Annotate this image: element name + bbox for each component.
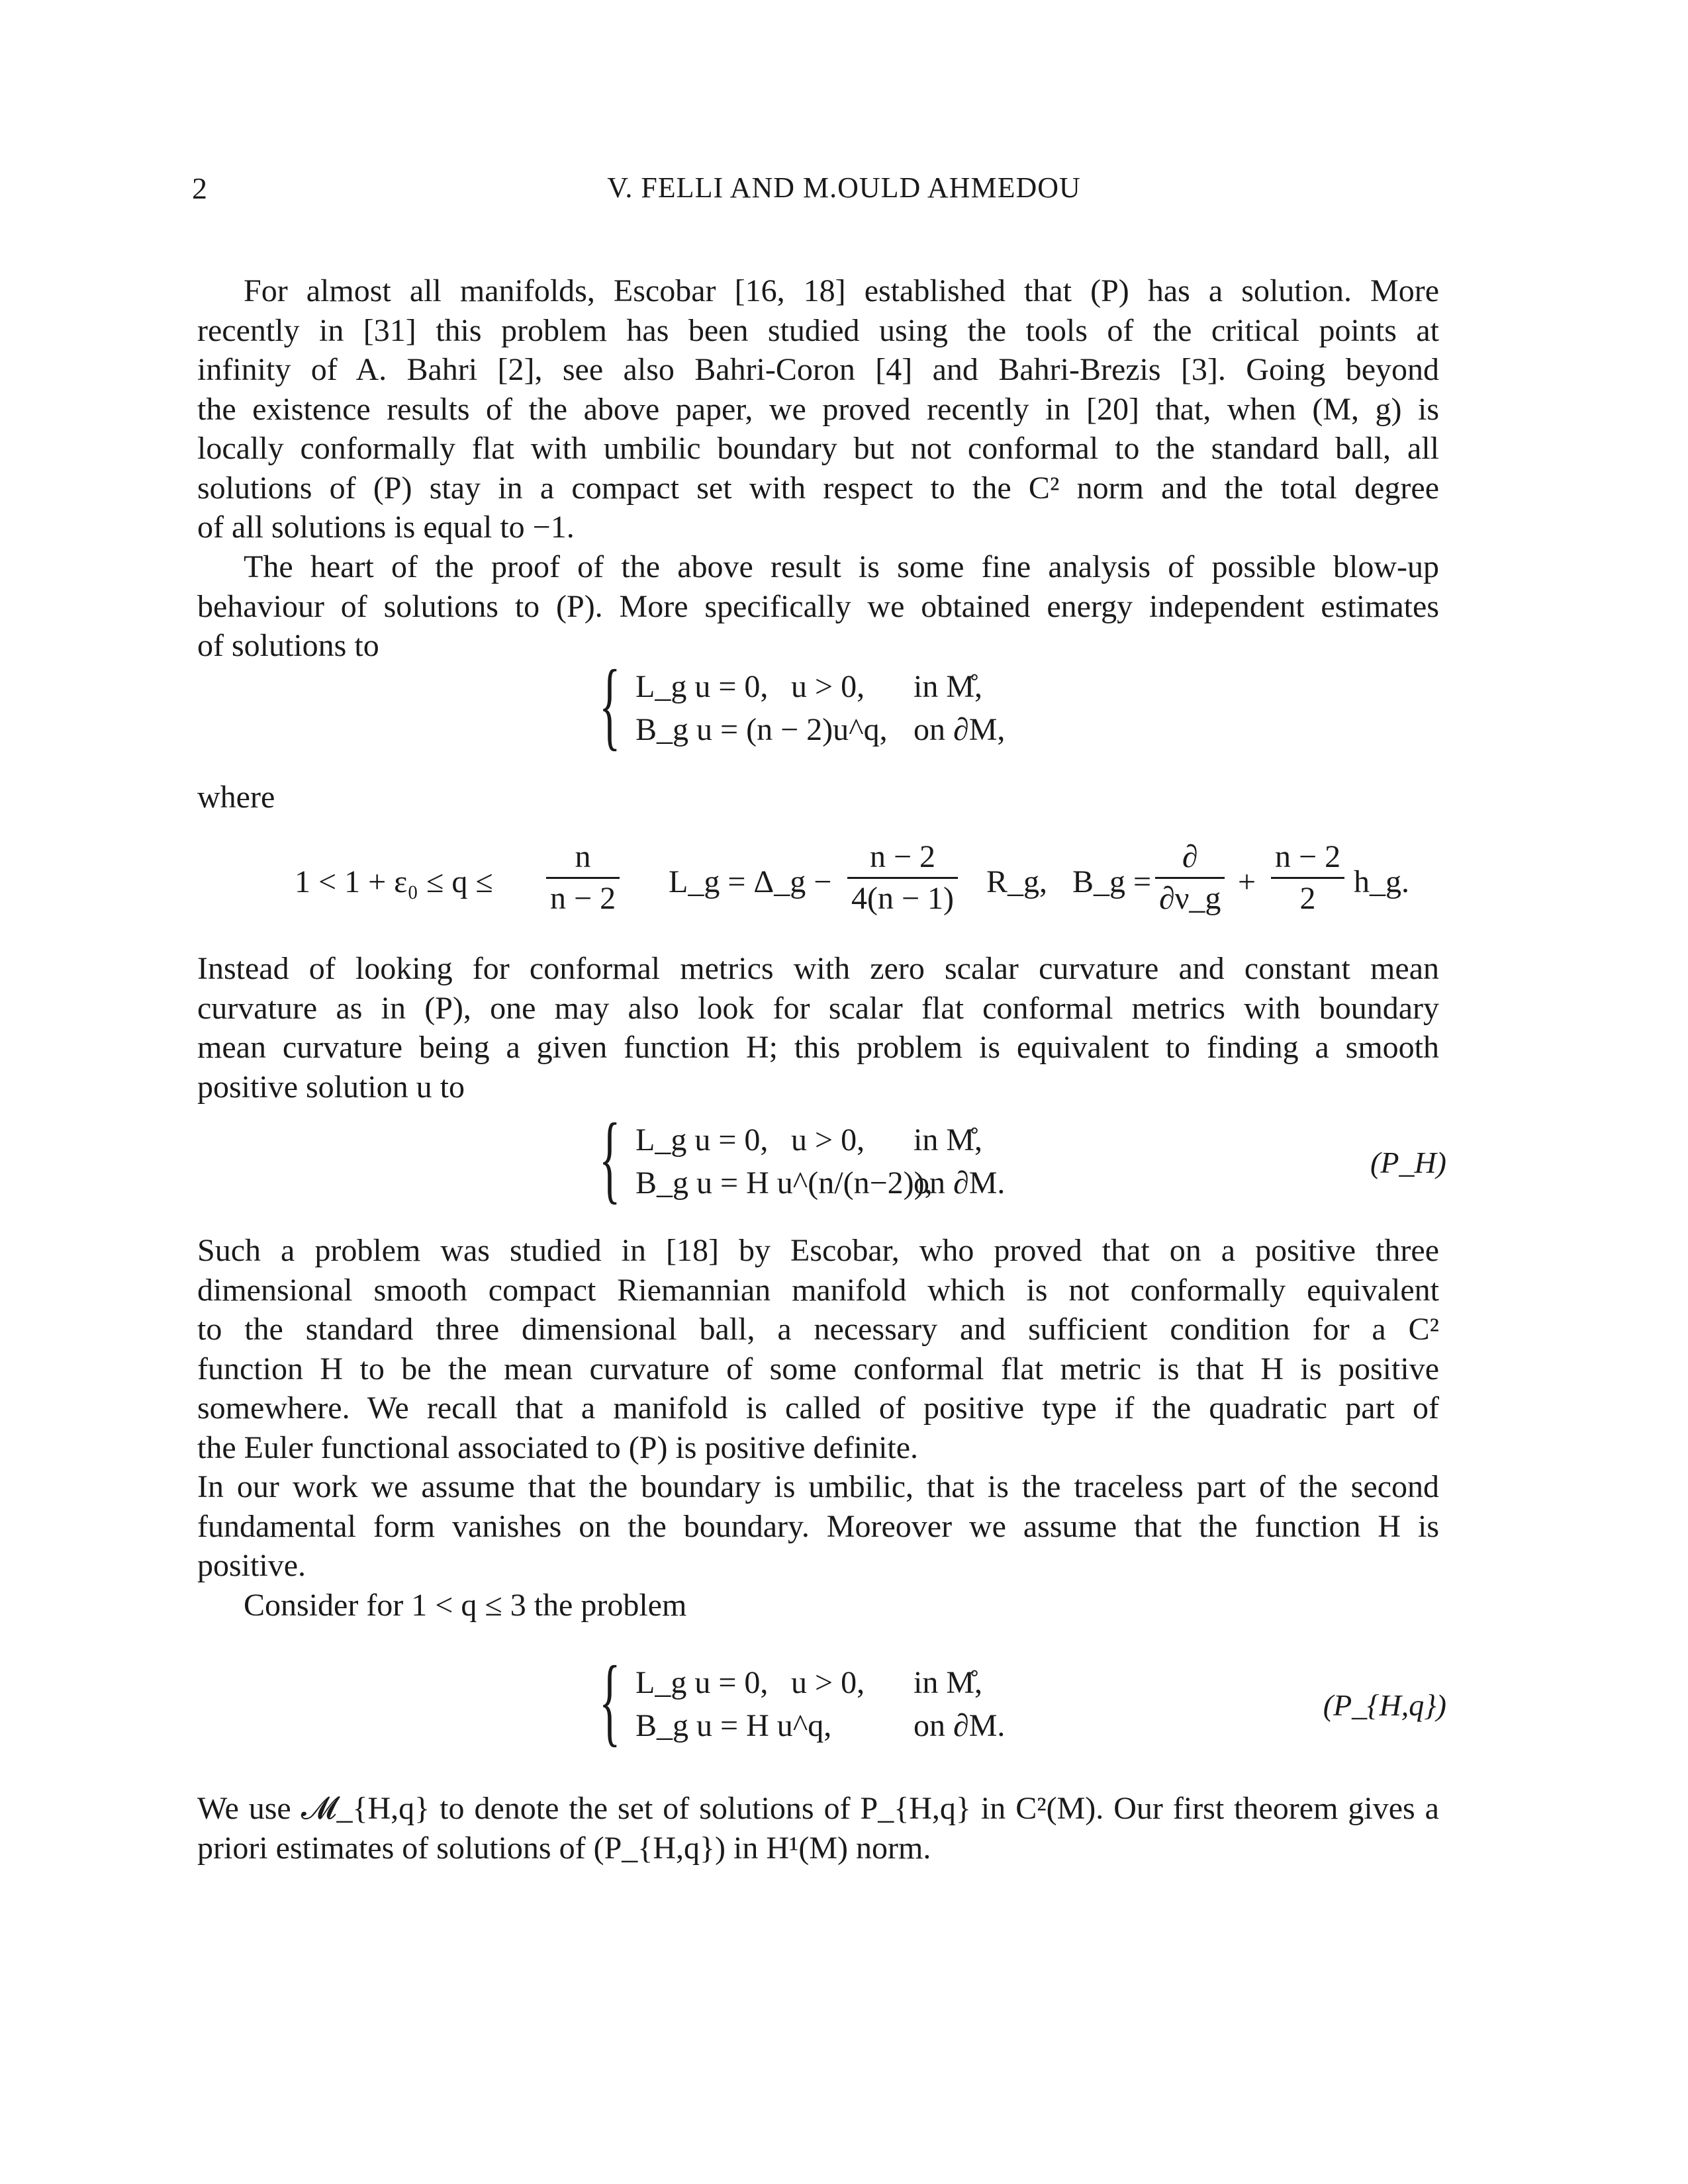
math-expression: on ∂M.	[914, 1708, 1006, 1743]
fraction-denominator: ∂ν_g	[1159, 881, 1221, 916]
text-line: positive solution u to	[197, 1069, 465, 1105]
paragraph-5	[197, 1467, 1439, 1586]
math-expression: in M̊,	[914, 1122, 983, 1158]
fraction	[1271, 837, 1344, 919]
math-expression: u > 0,	[791, 1122, 865, 1158]
equation-definitions	[295, 837, 1420, 936]
equation-system-1: { L_g u = 0, u > 0, in M̊, B_g u = (n − 2)u^q, on ∂M,	[599, 650, 1006, 760]
math-expression: B_g =	[1072, 864, 1152, 899]
fraction	[1155, 837, 1225, 919]
text-line: of solutions to	[197, 628, 379, 663]
equation-system-PHq: { L_g u = 0, u > 0, in M̊, B_g u = H u^q, on ∂M. (P_{H,q})	[599, 1646, 1446, 1756]
equation-system-PH: { L_g u = 0, u > 0, in M̊, B_g u = H u^(n/(n−2)), on ∂M. (P_H)	[599, 1103, 1446, 1213]
paragraph-7	[197, 1789, 1439, 1868]
math-expression: R_g,	[986, 864, 1048, 899]
fraction-denominator: 4(n − 1)	[851, 881, 955, 916]
fraction-numerator: n − 2	[1271, 837, 1344, 879]
text-line: dimensional smooth compact Riemannian manifold which is not conformally equivalent	[197, 1272, 1439, 1308]
equation-label: (P_H)	[1370, 1146, 1446, 1179]
text-line: For almost all manifolds, Escobar [16, 18] established that (P) has a solution. More	[244, 273, 1439, 308]
text-line: recently in [31] this problem has been studied using the tools of the critical points at	[197, 312, 1439, 348]
page-number: 2	[192, 171, 207, 205]
text-line: curvature as in (P), one may also look for scalar flat conformal metrics with boundary	[197, 990, 1439, 1026]
paragraph-4	[197, 1231, 1439, 1467]
paragraph-3	[197, 949, 1439, 1107]
math-expression: L_g u = 0,	[635, 1122, 769, 1158]
running-head: V. FELLI AND M.OULD AHMEDOU	[607, 171, 1081, 204]
math-expression: on ∂M,	[914, 712, 1006, 747]
math-expression: u > 0,	[791, 669, 865, 704]
fraction-denominator: n − 2	[550, 881, 616, 916]
text-line: infinity of A. Bahri [2], see also Bahri-Coron [4] and Bahri-Brezis [3]. Going beyond	[197, 352, 1439, 387]
math-expression: u > 0,	[791, 1665, 865, 1700]
text-line: The heart of the proof of the above result is some fine analysis of possible blow-up	[244, 549, 1439, 584]
math-expression: B_g u = H u^(n/(n−2)),	[635, 1165, 933, 1201]
math-expression: in M̊,	[914, 669, 983, 704]
math-expression: h_g.	[1354, 864, 1409, 899]
math-expression: B_g u = H u^q,	[635, 1708, 832, 1743]
text-line: fundamental form vanishes on the boundary. Moreover we assume that the function H is	[197, 1508, 1439, 1544]
math-expression: on ∂M.	[914, 1165, 1006, 1201]
text-line: locally conformally flat with umbilic boundary but not conformal to the standard ball, all	[197, 431, 1439, 466]
text-line: Instead of looking for conformal metrics with zero scalar curvature and constant mean	[197, 951, 1439, 986]
text-line: solutions of (P) stay in a compact set with respect to the C² norm and the total degree	[197, 470, 1439, 506]
math-expression: B_g u = (n − 2)u^q,	[635, 712, 888, 747]
fraction-numerator: n	[546, 837, 620, 879]
equation-label: (P_{H,q})	[1323, 1688, 1446, 1722]
text-line: the Euler functional associated to (P) is positive definite.	[197, 1430, 919, 1465]
paragraph-2	[197, 547, 1439, 666]
text-line: priori estimates of solutions of (P_{H,q}) in H¹(M) norm.	[197, 1830, 931, 1866]
fraction	[546, 837, 620, 919]
math-expression: 1 < 1 + ε₀ ≤ q ≤	[295, 864, 493, 899]
text-line: Consider for 1 < q ≤ 3 the problem	[244, 1588, 687, 1623]
text-line: of all solutions is equal to −1.	[197, 510, 575, 545]
text-line: We use 𝓜_{H,q} to denote the set of solutions of P_{H,q} in C²(M). Our first theorem gives a	[197, 1791, 1439, 1826]
text-line: somewhere. We recall that a manifold is called of positive type if the quadratic part of	[197, 1390, 1439, 1426]
text-line: the existence results of the above paper, we proved recently in [20] that, when (M, g) is	[197, 391, 1439, 427]
text-line: In our work we assume that the boundary is umbilic, that is the traceless part of the second	[197, 1469, 1439, 1504]
math-expression: L_g = Δ_g −	[669, 864, 832, 899]
math-expression: L_g u = 0,	[635, 669, 769, 704]
fraction-denominator: 2	[1299, 881, 1316, 916]
paragraph-6	[197, 1586, 1439, 1625]
where-word: where	[197, 780, 275, 815]
text-line: positive.	[197, 1548, 306, 1583]
text-line: to the standard three dimensional ball, a necessary and sufficient condition for a C²	[197, 1312, 1439, 1347]
text-line: mean curvature being a given function H; this problem is equivalent to finding a smooth	[197, 1030, 1439, 1065]
fraction	[847, 837, 958, 919]
math-expression: +	[1238, 864, 1256, 899]
text-line: Such a problem was studied in [18] by Escobar, who proved that on a positive three	[197, 1233, 1439, 1268]
paragraph-1	[197, 271, 1439, 547]
text-line: function H to be the mean curvature of some conformal flat metric is that H is positive	[197, 1351, 1439, 1387]
math-expression: L_g u = 0,	[635, 1665, 769, 1700]
text-line: behaviour of solutions to (P). More specifically we obtained energy independent estimates	[197, 588, 1439, 624]
math-expression: in M̊,	[914, 1665, 983, 1700]
fraction-numerator: n − 2	[847, 837, 958, 879]
fraction-numerator: ∂	[1155, 837, 1225, 879]
